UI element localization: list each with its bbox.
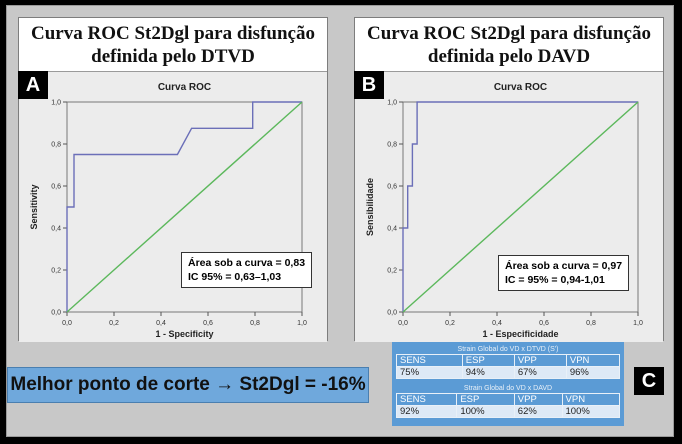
table-header: ESP	[462, 355, 514, 367]
table-row	[397, 406, 620, 418]
table-header: VPN	[566, 355, 619, 367]
panel-b-ci: IC = 95% = 0,94-1,01	[505, 274, 605, 286]
table-cell: 92%	[397, 406, 457, 418]
panel-b-auc-box	[498, 255, 629, 291]
chart-title: Curva ROC	[493, 82, 548, 93]
table-1-caption: Strain Global do VD x DTVD (S')	[457, 346, 559, 353]
x-tick-label: 0,2	[445, 320, 455, 327]
metrics-table-2	[396, 393, 620, 418]
y-tick-label: 1,0	[51, 99, 61, 107]
table-cell: 62%	[514, 406, 562, 418]
y-tick-label: 0,0	[51, 309, 61, 317]
table-header-row	[397, 394, 620, 406]
table-cell: 75%	[397, 367, 463, 379]
y-tick-label: 0,2	[51, 267, 61, 275]
y-tick-label: 1,0	[387, 99, 397, 107]
panel-a-badge: A	[18, 71, 48, 99]
panel-c-badge: C	[634, 367, 664, 395]
panel-a-plot	[19, 72, 327, 342]
y-tick-label: 0,0	[387, 309, 397, 317]
y-axis-label: Sensibilidade	[365, 177, 375, 237]
table-header: ESP	[457, 394, 514, 406]
roc-chart-b	[355, 72, 663, 342]
y-axis-label: Sensitivity	[29, 184, 39, 230]
table-cell: 100%	[457, 406, 514, 418]
y-tick-label: 0,4	[51, 225, 61, 233]
x-tick-label: 0,4	[492, 320, 502, 327]
x-tick-label: 0,4	[156, 320, 166, 327]
x-tick-label: 0,6	[203, 320, 213, 327]
table-header-row	[397, 355, 620, 367]
metrics-panel	[392, 342, 624, 426]
x-axis-label: 1 - Specificity	[155, 329, 214, 339]
panel-a	[18, 17, 328, 341]
y-tick-label: 0,6	[387, 183, 397, 191]
y-tick-label: 0,8	[387, 141, 397, 149]
x-axis-label: 1 - Especificidade	[482, 329, 559, 339]
table-header: SENS	[397, 355, 463, 367]
x-tick-label: 0,0	[62, 320, 72, 327]
panel-b-badge: B	[354, 71, 384, 99]
panel-a-auc: Área sob a curva = 0,83	[188, 257, 306, 269]
panel-b-plot	[355, 72, 663, 342]
table-cell: 67%	[514, 367, 566, 379]
table-row	[397, 367, 620, 379]
panel-b	[354, 17, 664, 341]
panel-a-title: Curva ROC St2Dgl para disfunção definida pelo DTVD	[19, 18, 327, 72]
x-tick-label: 0,6	[539, 320, 549, 327]
y-tick-label: 0,8	[51, 141, 61, 149]
table-2-caption: Strain Global do VD x DAVD	[463, 385, 553, 392]
table-cell: 96%	[566, 367, 619, 379]
panel-a-ci: IC 95% = 0,63–1,03	[188, 271, 282, 283]
table-header: VPP	[514, 355, 566, 367]
cutoff-banner: Melhor ponto de corte → St2Dgl = -16%	[7, 367, 369, 403]
panel-a-auc-box	[181, 252, 312, 288]
x-tick-label: 0,8	[250, 320, 260, 327]
x-tick-label: 0,0	[398, 320, 408, 327]
table-header: SENS	[397, 394, 457, 406]
table-header: VPN	[562, 394, 619, 406]
chart-title: Curva ROC	[157, 82, 212, 93]
y-tick-label: 0,6	[51, 183, 61, 191]
x-tick-label: 0,2	[109, 320, 119, 327]
table-cell: 94%	[462, 367, 514, 379]
y-tick-label: 0,4	[387, 225, 397, 233]
roc-chart-a	[19, 72, 327, 342]
y-tick-label: 0,2	[387, 267, 397, 275]
x-tick-label: 0,8	[586, 320, 596, 327]
x-tick-label: 1,0	[297, 320, 307, 327]
panel-b-title: Curva ROC St2Dgl para disfunção definida pelo DAVD	[355, 18, 663, 72]
table-cell: 100%	[562, 406, 619, 418]
metrics-table-1	[396, 354, 620, 379]
table-header: VPP	[514, 394, 562, 406]
panel-b-auc: Área sob a curva = 0,97	[505, 260, 623, 272]
x-tick-label: 1,0	[633, 320, 643, 327]
